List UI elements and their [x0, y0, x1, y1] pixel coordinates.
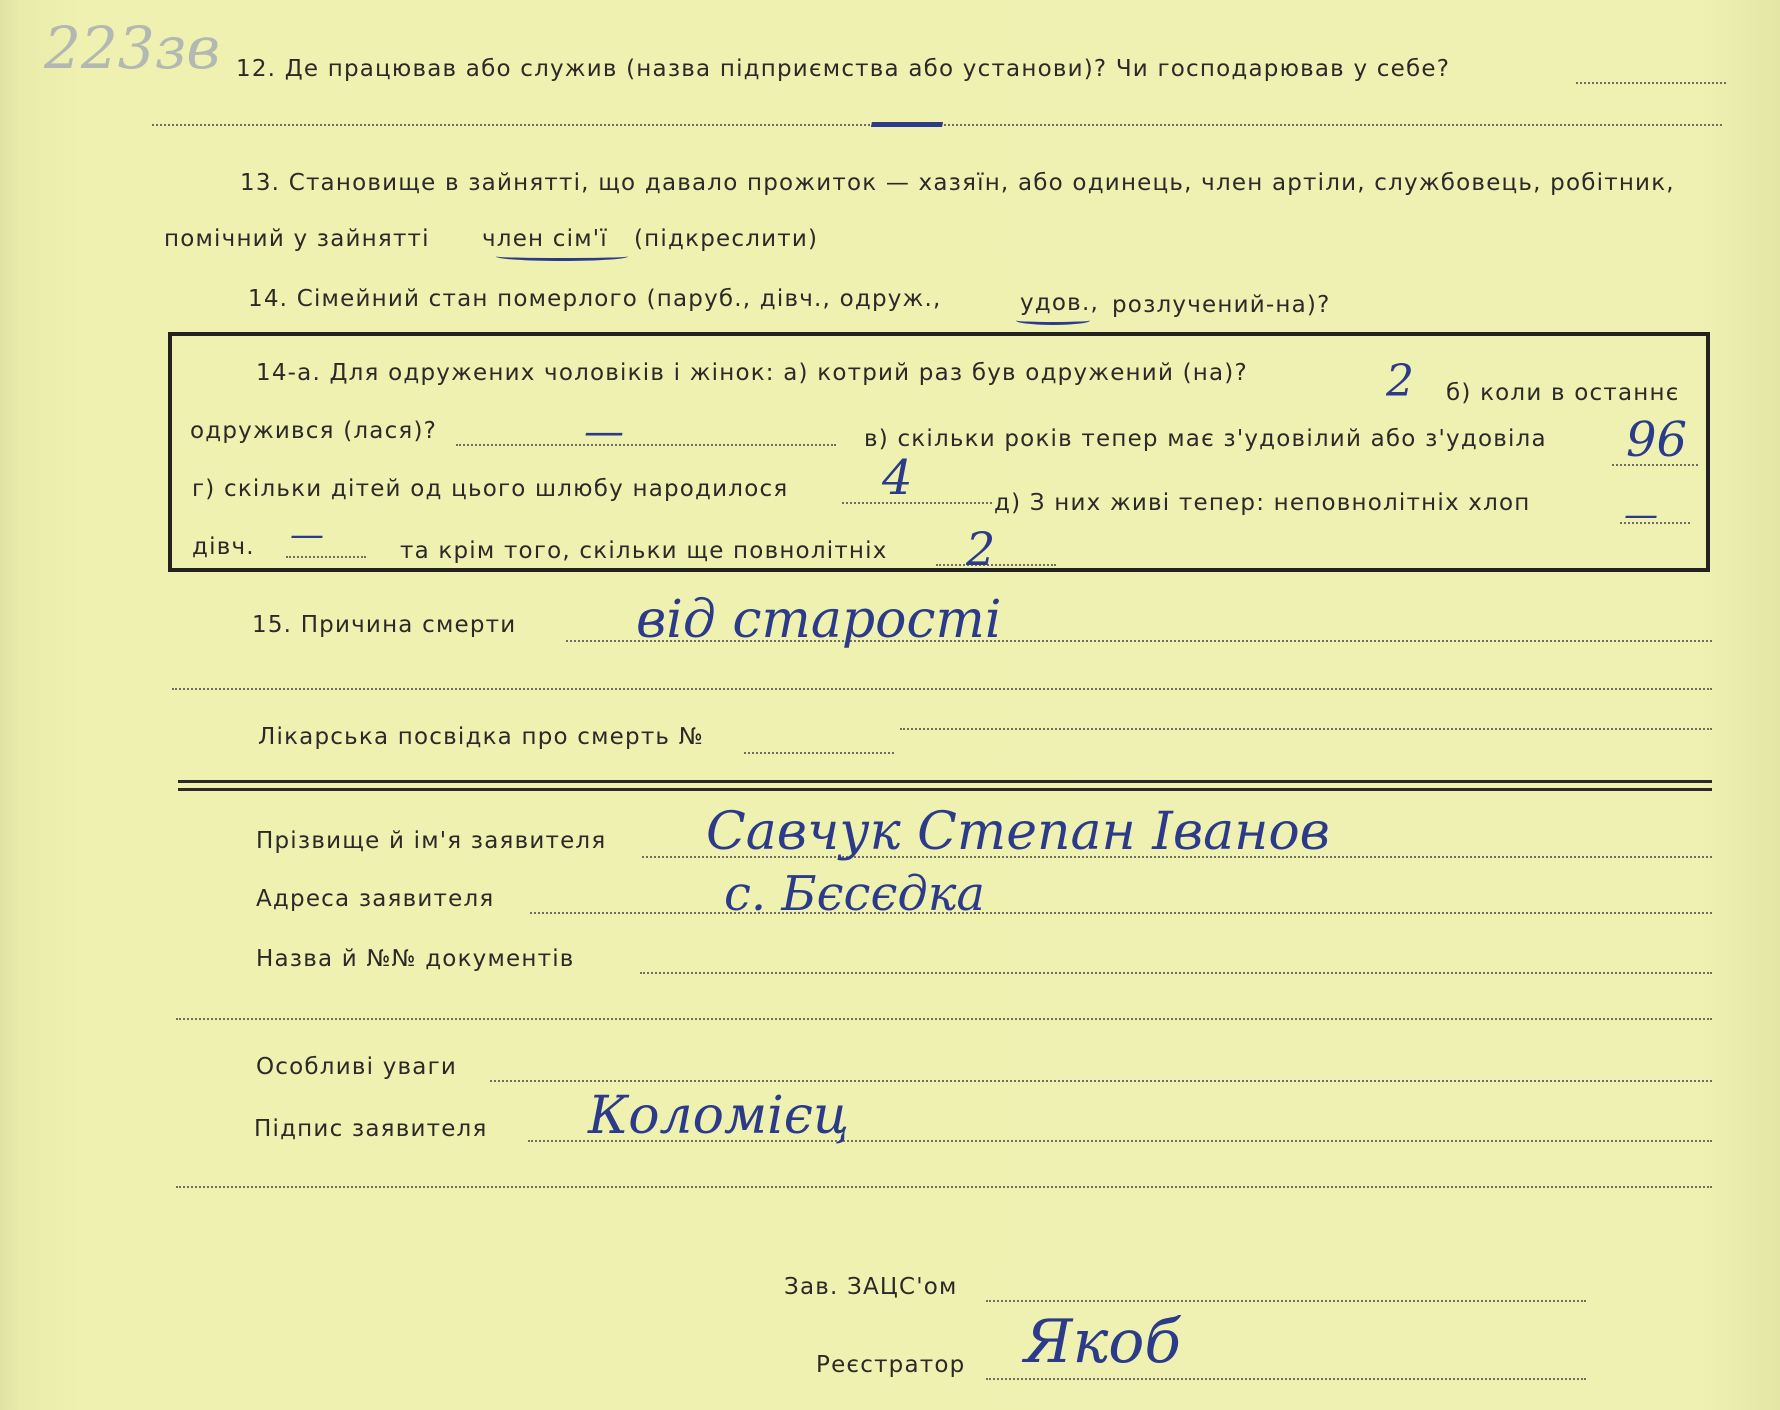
certificate-label: Лікарська посвідка про смерть №	[258, 724, 704, 750]
q14a-answer-boys: —	[1624, 495, 1658, 535]
q15-dotline-2	[172, 688, 1712, 690]
q14a-line2-a: одружився (лася)?	[190, 418, 438, 444]
certificate-dotline	[744, 752, 894, 754]
q14a-line4-a: дівч.	[192, 534, 255, 560]
applicant-address-label: Адреса заявителя	[256, 886, 495, 912]
applicant-docs-dotline	[640, 972, 1712, 974]
applicant-address-value: с. Бєсєдка	[724, 866, 986, 922]
section-divider-top	[178, 780, 1712, 783]
section-divider-bottom	[178, 788, 1712, 791]
registrar-dotline	[986, 1378, 1586, 1380]
q14a-line4-b: та крім того, скільки ще повнолітніх	[400, 538, 888, 564]
q14a-line1: 14-а. Для одружених чоловіків і жінок: а) котрий раз був одружений (на)?	[256, 360, 1248, 386]
applicant-signature: Коломієц	[588, 1086, 850, 1146]
q14a-line2-dotline	[456, 444, 836, 446]
q14-selected-option: удов.,	[1020, 290, 1099, 316]
q14a-answer-adults: 2	[966, 522, 996, 576]
q14a-answer-b: —	[584, 409, 624, 455]
q14a-answer-v: 96	[1626, 412, 1688, 468]
q14a-line3-b: д) З них живі тепер: неповнолітніх хлоп	[994, 490, 1531, 516]
q14a-line2-b: в) скільки років тепер має з'удовілий або з'удовіла	[864, 426, 1547, 452]
q14a-answer-g: 4	[882, 450, 913, 506]
q12-answer: —	[868, 74, 946, 164]
q14a-line4-dotline	[286, 556, 366, 558]
head-zags-dotline	[986, 1300, 1586, 1302]
q13-line2-a: помічний у зайнятті	[164, 226, 430, 252]
q14-underline-mark	[1016, 316, 1090, 325]
q14a-line3-dotline	[842, 502, 992, 504]
q12-dotline	[1576, 82, 1726, 84]
notes-dotline	[490, 1080, 1712, 1082]
signature-label: Підпис заявителя	[254, 1116, 488, 1142]
applicant-name-label: Прізвище й ім'я заявителя	[256, 828, 607, 854]
applicant-docs-dotline-2	[176, 1018, 1712, 1020]
registrar-signature: Якоб	[1024, 1307, 1182, 1377]
q14a-line4-dotline-2	[936, 564, 1056, 566]
q13-line2-c: (підкреслити)	[634, 226, 819, 252]
q15-answer: від старості	[636, 590, 1002, 650]
applicant-name-value: Савчук Степан Іванов	[706, 802, 1330, 862]
q14a-answer-girls: —	[290, 515, 324, 555]
q13-line1: 13. Становище в зайнятті, що давало прожиток — хазяїн, або одинець, член артіли, службовець, робітник,	[240, 170, 1675, 196]
q14-text-a: 14. Сімейний стан померлого (паруб., дівч., одруж.,	[248, 286, 942, 312]
q14a-line1-b: б) коли в останнє	[1446, 380, 1680, 406]
applicant-docs-label: Назва й №№ документів	[256, 946, 575, 972]
q14a-line3-a: г) скільки дітей од цього шлюбу народилося	[192, 476, 789, 502]
certificate-dotline-2	[900, 728, 1712, 730]
q13-selected-option: член сім'ї	[482, 226, 608, 252]
head-zags-label: Зав. ЗАЦС'ом	[784, 1274, 958, 1300]
signature-dotline-2	[176, 1186, 1712, 1188]
q13-underline-mark	[496, 252, 628, 261]
q15-label: 15. Причина смерти	[252, 612, 517, 638]
archive-margin-note: 223зв	[44, 14, 221, 82]
applicant-address-dotline	[530, 912, 1712, 914]
q14-text-c: розлучений-на)?	[1112, 292, 1331, 318]
registrar-label: Реєстратор	[816, 1352, 966, 1378]
q14a-answer-a: 2	[1386, 356, 1414, 407]
notes-label: Особливі уваги	[256, 1054, 458, 1080]
q12-label: 12. Де працював або служив (назва підприємства або установи)? Чи господарював у себе?	[236, 56, 1451, 82]
